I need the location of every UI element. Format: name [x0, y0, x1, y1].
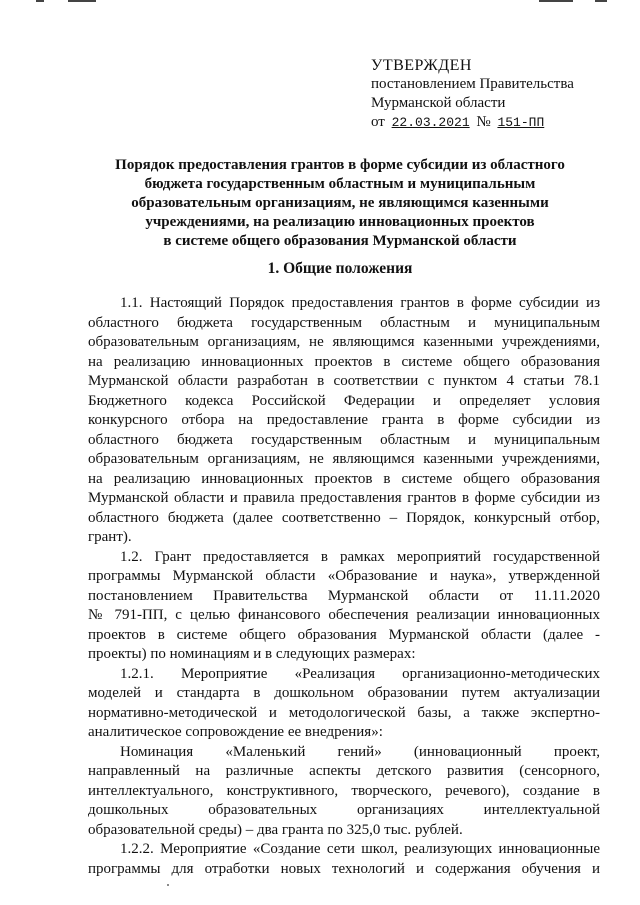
document-title — [60, 156, 620, 251]
body-line: аналитическое сопровождение ее внедрения»: — [88, 724, 383, 740]
body-line: постановлением Правительства Мурманской области от 11.11.2020 — [88, 587, 600, 604]
body-line: дошкольных образовательных организациях интеллектуальной — [88, 802, 600, 818]
body-line: грант). — [88, 529, 132, 545]
body-line: программы для отработки новых технологий и содержания обучения и — [88, 860, 600, 877]
body-line: на реализацию инновационных проектов в системе общего образования — [88, 353, 600, 370]
scan-mark — [68, 0, 96, 2]
number-label: № — [476, 114, 491, 130]
body-line: Бюджетного кодекса Российской Федерации и определяет условия — [88, 392, 600, 409]
approval-number: 151-ПП — [497, 115, 545, 130]
body-line: областного бюджета (далее соответственно – Порядок, конкурсный отбор, — [88, 509, 600, 526]
title-line: бюджета государственным областным и муниципальным — [144, 176, 536, 192]
body-line: интеллектуального, конструктивного, творческого, речевого), создание в — [88, 782, 600, 799]
approval-date-line — [371, 113, 621, 132]
from-label: от — [371, 114, 385, 130]
scan-mark — [595, 0, 607, 2]
title-line: в системе общего образования Мурманской области — [163, 233, 517, 249]
approval-date: 22.03.2021 — [391, 115, 470, 130]
approval-line: Мурманской области — [371, 95, 506, 111]
body-line: Мурманской области и правила предоставления грантов в форме субсидии из — [88, 490, 600, 506]
body-line: конкурсного отбора на предоставление гранта в форме субсидии из — [88, 412, 600, 428]
document-body — [88, 294, 600, 879]
title-line: образовательным организациям, не являющимся казенными — [131, 195, 549, 211]
approval-line: постановлением Правительства — [371, 76, 574, 92]
body-line: областного бюджета государственным областным и муниципальным — [88, 431, 600, 448]
body-line: моделей и стандарта в дошкольном образовании путем актуализации — [88, 685, 600, 701]
title-line: учреждениями, на реализацию инновационных проектов — [145, 214, 535, 230]
body-line: направленный на различные аспекты детского развития (сенсорного, — [88, 763, 600, 779]
body-line: областного бюджета государственным областным и муниципальным — [88, 314, 600, 331]
scan-mark — [539, 0, 573, 2]
body-line: 1.2.1. Мероприятие «Реализация организационно-методических — [120, 665, 600, 682]
body-line: проектов в системе общего образования Мурманской области (далее - — [88, 626, 600, 643]
body-line: 1.1. Настоящий Порядок предоставления грантов в форме субсидии из — [120, 295, 600, 311]
body-line: нормативно-методической и методологической базы, а также экспертно- — [88, 704, 600, 721]
scan-dot — [167, 884, 169, 886]
title-line: Порядок предоставления грантов в форме субсидии из областного — [115, 157, 565, 173]
body-line: № 791-ПП, с целью финансового обеспечения реализации инновационных — [88, 607, 600, 623]
body-line: Номинация «Маленький гений» (инновационный проект, — [120, 743, 600, 760]
body-line: образовательным организациям, не являющимся казенными учреждениями, — [88, 451, 600, 467]
approval-heading: УТВЕРЖДЕН — [371, 57, 472, 74]
section-heading: 1. Общие положения — [267, 260, 413, 277]
body-line: Мурманской области разработан в соответствии с пунктом 4 статьи 78.1 — [88, 373, 600, 389]
body-line: образовательной среды) – два гранта по 325,0 тыс. рублей. — [88, 821, 463, 838]
body-line: программы Мурманской области «Образование и наука», утвержденной — [88, 568, 600, 584]
approval-stamp — [371, 56, 621, 132]
body-line: проекты) по номинациям и в следующих размерах: — [88, 646, 416, 662]
body-line: на реализацию инновационных проектов в системе общего образования — [88, 470, 600, 487]
body-line: 1.2.2. Мероприятие «Создание сети школ, реализующих инновационные — [120, 841, 600, 857]
scan-mark — [36, 0, 44, 2]
body-line: образовательным организациям, не являющимся казенными учреждениями, — [88, 334, 600, 350]
body-line: 1.2. Грант предоставляется в рамках мероприятий государственной — [120, 548, 600, 565]
